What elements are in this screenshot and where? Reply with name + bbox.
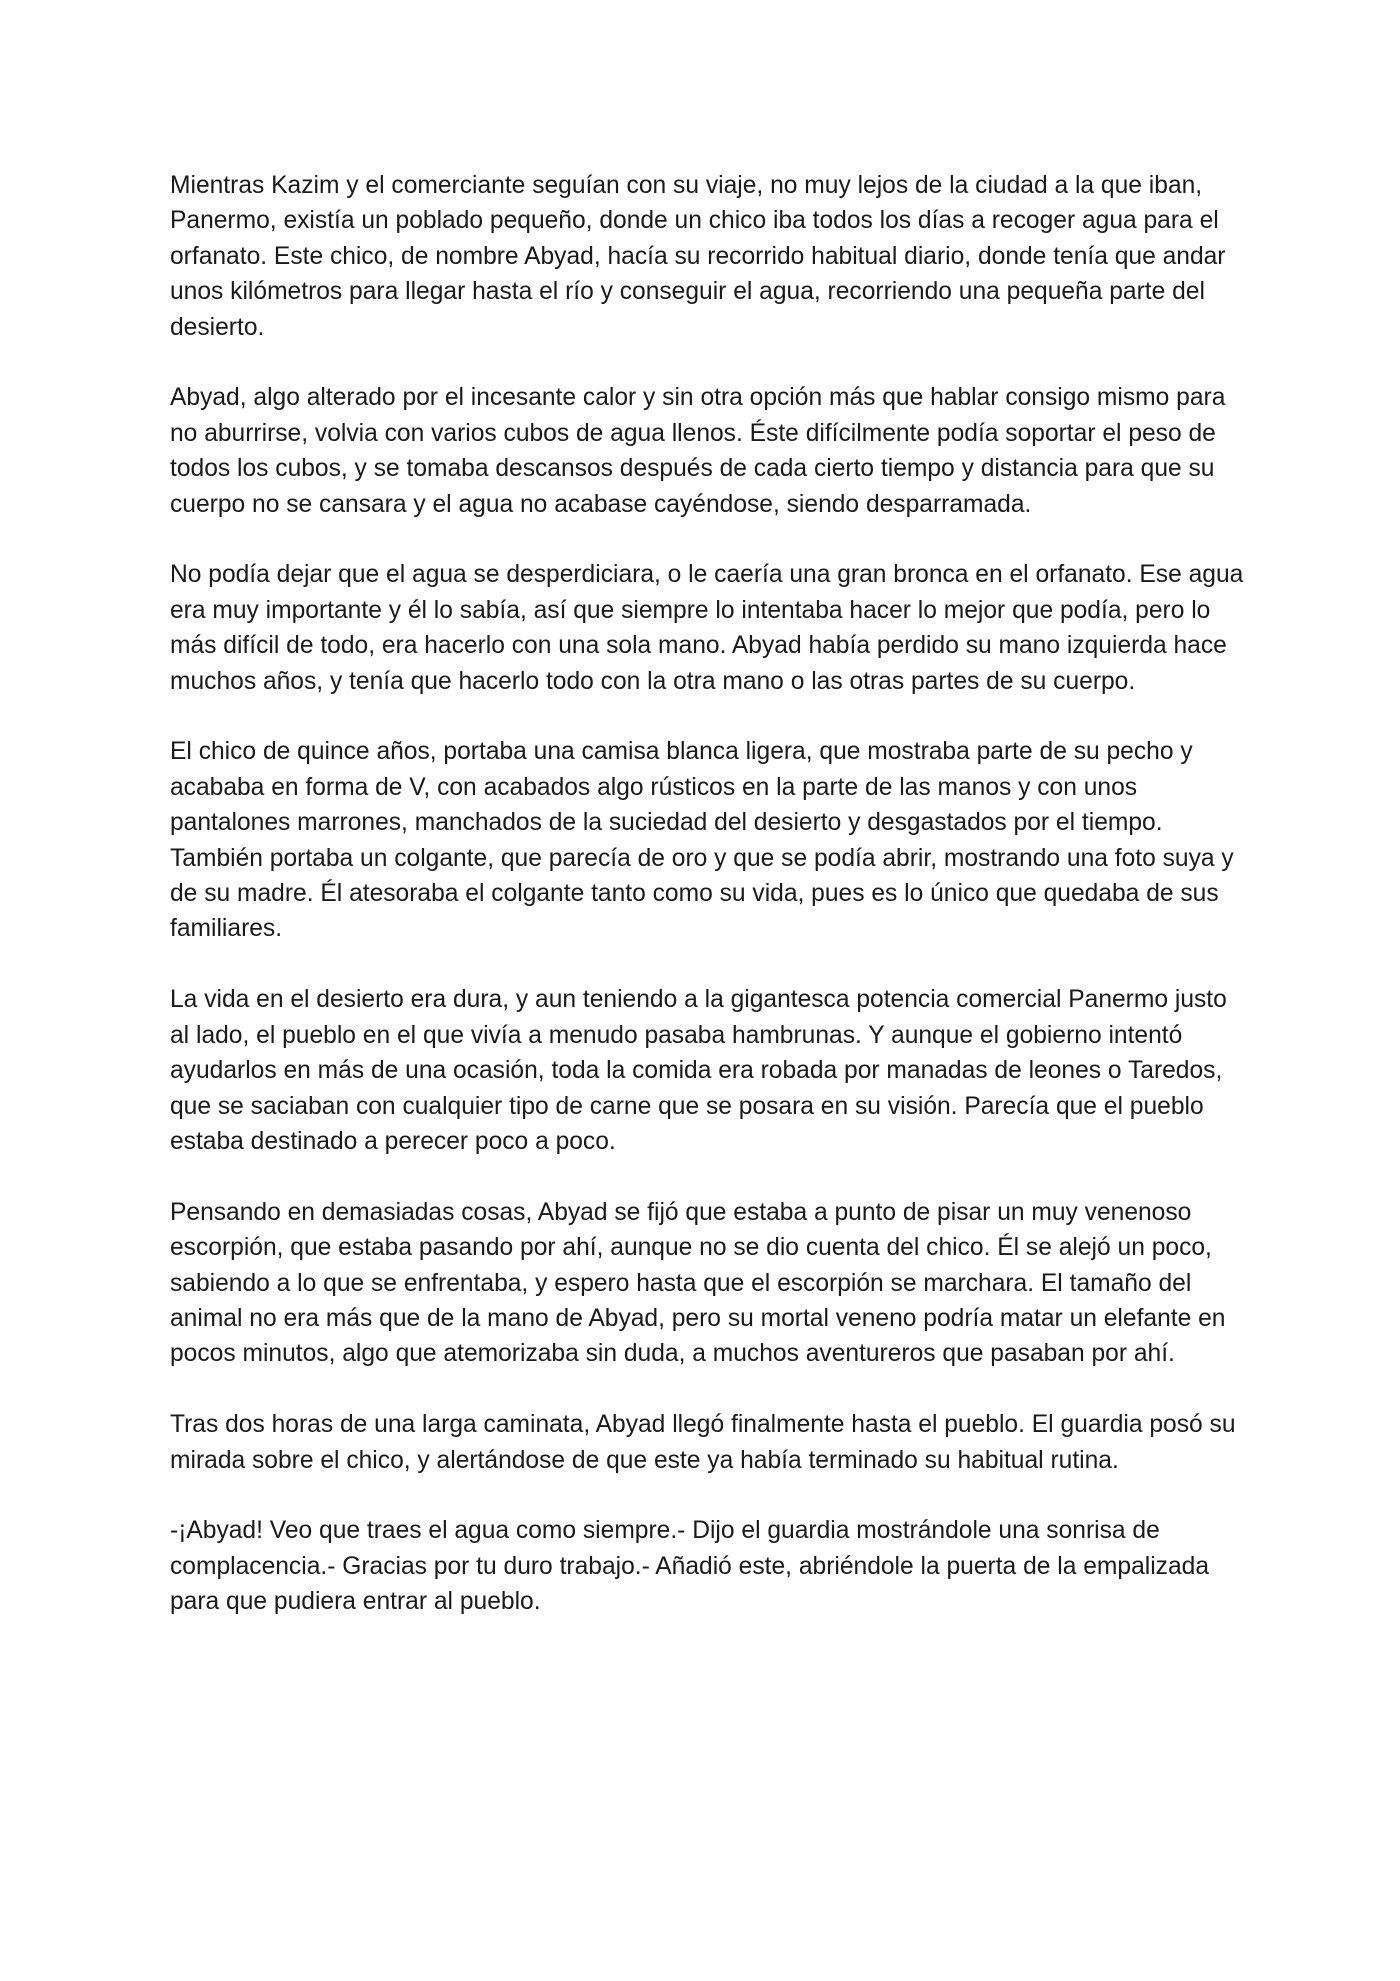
paragraph-7: Tras dos horas de una larga caminata, Abyad llegó finalmente hasta el pueblo. El guardia posó su mirada sobre el chico, y alertándose de que este ya había terminado su habitual rutina. [170, 1411, 1236, 1474]
paragraph-1: Mientras Kazim y el comerciante seguían con su viaje, no muy lejos de la ciudad a la que iban, Panermo, existía un poblado pequeño, donde un chico iba todos los días a recoger agua para el orfanato. Este chico, de nombre Abyad, hacía su recorrido habitual diario, donde tenía que andar unos kilómetros para llegar hasta el río y conseguir el agua, recorriendo una pequeña parte del desierto. [170, 172, 1226, 341]
paragraph-8: -¡Abyad! Veo que traes el agua como siempre.- Dijo el guardia mostrándole una sonrisa de complacencia.- Gracias por tu duro trabajo.- Añadió este, abriéndole la puerta de la empalizada para que pudiera entrar al pueblo. [170, 1517, 1210, 1616]
document-body [170, 168, 1245, 1620]
paragraph-4: El chico de quince años, portaba una camisa blanca ligera, que mostraba parte de su pecho y acababa en forma de V, con acabados algo rústicos en la parte de las manos y con unos pantalones marrones, manchados de la suciedad del desierto y desgastados por el tiempo. También portaba un colgante, que parecía de oro y que se podía abrir, mostrando una foto suya y de su madre. Él atesoraba el colgante tanto como su vida, pues es lo único que quedaba de sus familiares. [170, 738, 1234, 943]
paragraph-2: Abyad, algo alterado por el incesante calor y sin otra opción más que hablar consigo mismo para no aburrirse, volvia con varios cubos de agua llenos. Éste difícilmente podía soportar el peso de todos los cubos, y se tomaba descansos después de cada cierto tiempo y distancia para que su cuerpo no se cansara y el agua no acabase cayéndose, siendo desparramada. [170, 384, 1226, 518]
paragraph-5: La vida en el desierto era dura, y aun teniendo a la gigantesca potencia comercial Panermo justo al lado, el pueblo en el que vivía a menudo pasaba hambrunas. Y aunque el gobierno intentó ayudarlos en más de una ocasión, toda la comida era robada por manadas de leones o Taredos, que se saciaban con cualquier tipo de carne que se posara en su visión. Parecía que el pueblo estaba destinado a perecer poco a poco. [170, 986, 1227, 1155]
paragraph-3: No podía dejar que el agua se desperdiciara, o le caería una gran bronca en el orfanato. Ese agua era muy importante y él lo sabía, así que siempre lo intentaba hacer lo mejor que podía, pero lo más difícil de todo, era hacerlo con una sola mano. Abyad había perdido su mano izquierda hace muchos años, y tenía que hacerlo todo con la otra mano o las otras partes de su cuerpo. [170, 561, 1244, 695]
paragraph-6: Pensando en demasiadas cosas, Abyad se fijó que estaba a punto de pisar un muy venenoso escorpión, que estaba pasando por ahí, aunque no se dio cuenta del chico. Él se alejó un poco, sabiendo a lo que se enfrentaba, y espero hasta que el escorpión se marchara. El tamaño del animal no era más que de la mano de Abyad, pero su mortal veneno podría matar un elefante en pocos minutos, algo que atemorizaba sin duda, a muchos aventureros que pasaban por ahí. [170, 1198, 1226, 1368]
